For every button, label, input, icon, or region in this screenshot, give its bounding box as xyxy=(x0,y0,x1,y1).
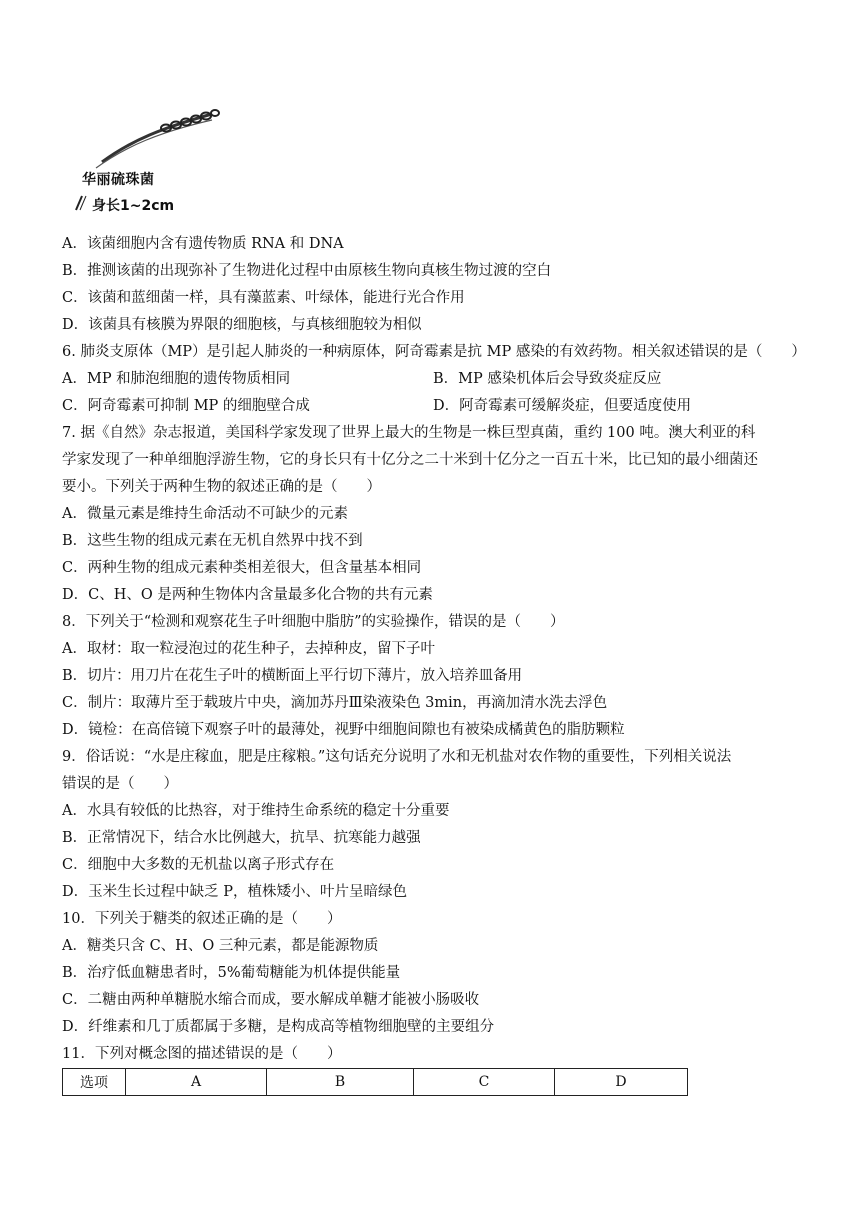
q9-stem-line-1: 9．俗话说：“水是庄稼血，肥是庄稼粮。”这句话充分说明了水和无机盐对农作物的重要性，下列相关说法 xyxy=(62,749,732,765)
q8-option-c: C．制片：取薄片至于载玻片中央，滴加苏丹Ⅲ染液染色 3min，再滴加清水洗去浮色 xyxy=(62,695,608,711)
q5-option-b: B．推测该菌的出现弥补了生物进化过程中由原核生物向真核生物过渡的空白 xyxy=(62,263,552,279)
q7-option-b: B．这些生物的组成元素在无机自然界中找不到 xyxy=(62,533,363,549)
q10-stem: 10．下列关于糖类的叙述正确的是（ ） xyxy=(62,911,342,927)
q10-option-d: D．纤维素和几丁质都属于多糖，是构成高等植物细胞壁的主要组分 xyxy=(62,1019,495,1035)
q10-option-c: C．二糖由两种单糖脱水缩合而成，要水解成单糖才能被小肠吸收 xyxy=(62,992,480,1008)
q8-option-a: A．取材：取一粒浸泡过的花生种子，去掉种皮，留下子叶 xyxy=(62,641,435,657)
q9-option-c: C．细胞中大多数的无机盐以离子形式存在 xyxy=(62,857,335,873)
q7-option-d: D．C、H、O 是两种生物体内含量最多化合物的共有元素 xyxy=(62,587,433,603)
q9-option-b: B．正常情况下，结合水比例越大，抗旱、抗寒能力越强 xyxy=(62,830,421,846)
q11-options-table xyxy=(62,1068,688,1096)
figure-size-label: 身长1~2cm xyxy=(92,198,175,214)
q11-stem: 11．下列对概念图的描述错误的是（ ） xyxy=(62,1046,342,1062)
q9-option-a: A．水具有较低的比热容，对于维持生命系统的稳定十分重要 xyxy=(62,803,450,819)
q8-option-d: D．镜检：在高倍镜下观察子叶的最薄处，视野中细胞间隙也有被染成橘黄色的脂肪颗粒 xyxy=(62,722,625,738)
q5-option-c: C．该菌和蓝细菌一样，具有藻蓝素、叶绿体，能进行光合作用 xyxy=(62,290,465,306)
q7-stem-line-1: 7. 据《自然》杂志报道，美国科学家发现了世界上最大的生物是一株巨型真菌，重约 100 吨。澳大利亚的科 xyxy=(62,425,756,441)
table-row xyxy=(63,1069,688,1096)
table-header-cell: 选项 xyxy=(63,1069,126,1096)
q8-stem: 8．下列关于“检测和观察花生子叶细胞中脂肪”的实验操作，错误的是（ ） xyxy=(62,614,565,630)
q8-option-b: B．切片：用刀片在花生子叶的横断面上平行切下薄片，放入培养皿备用 xyxy=(62,668,523,684)
q6-option-c: C．阿奇霉素可抑制 MP 的细胞壁合成 xyxy=(62,398,310,414)
q10-option-a: A．糖类只含 C、H、O 三种元素，都是能源物质 xyxy=(62,938,379,954)
q7-stem-line-2: 学家发现了一种单细胞浮游生物，它的身长只有十亿分之二十米到十亿分之一百五十米，比已知的最小细菌还 xyxy=(62,452,758,468)
q9-option-d: D．玉米生长过程中缺乏 P，植株矮小、叶片呈暗绿色 xyxy=(62,884,407,900)
q5-option-d: D．该菌具有核膜为界限的细胞核，与真核细胞较为相似 xyxy=(62,317,422,333)
q6-option-b: B．MP 感染机体后会导致炎症反应 xyxy=(433,371,662,387)
q10-option-b: B．治疗低血糖患者时，5%葡萄糖能为机体提供能量 xyxy=(62,965,401,981)
q9-stem-line-2: 错误的是（ ） xyxy=(62,776,178,792)
q7-option-c: C．两种生物的组成元素种类相差很大，但含量基本相同 xyxy=(62,560,422,576)
table-header-cell: A xyxy=(126,1069,267,1096)
q6-option-d: D．阿奇霉素可缓解炎症，但要适度使用 xyxy=(433,398,692,414)
table-header-cell: C xyxy=(414,1069,555,1096)
q5-option-a: A．该菌细胞内含有遗传物质 RNA 和 DNA xyxy=(62,236,344,252)
table-header-cell: D xyxy=(555,1069,688,1096)
q7-option-a: A．微量元素是维持生命活动不可缺少的元素 xyxy=(62,506,348,522)
q7-stem-line-3: 要小。下列关于两种生物的叙述正确的是（ ） xyxy=(62,479,381,495)
table-header-cell: B xyxy=(267,1069,414,1096)
q6-stem: 6. 肺炎支原体（MP）是引起人肺炎的一种病原体，阿奇霉素是抗 MP 感染的有效药物。相关叙述错误的是（ ） xyxy=(62,344,806,360)
q6-option-a: A．MP 和肺泡细胞的遗传物质相同 xyxy=(62,371,291,387)
figure-caption: 华丽硫珠菌 xyxy=(82,172,155,188)
